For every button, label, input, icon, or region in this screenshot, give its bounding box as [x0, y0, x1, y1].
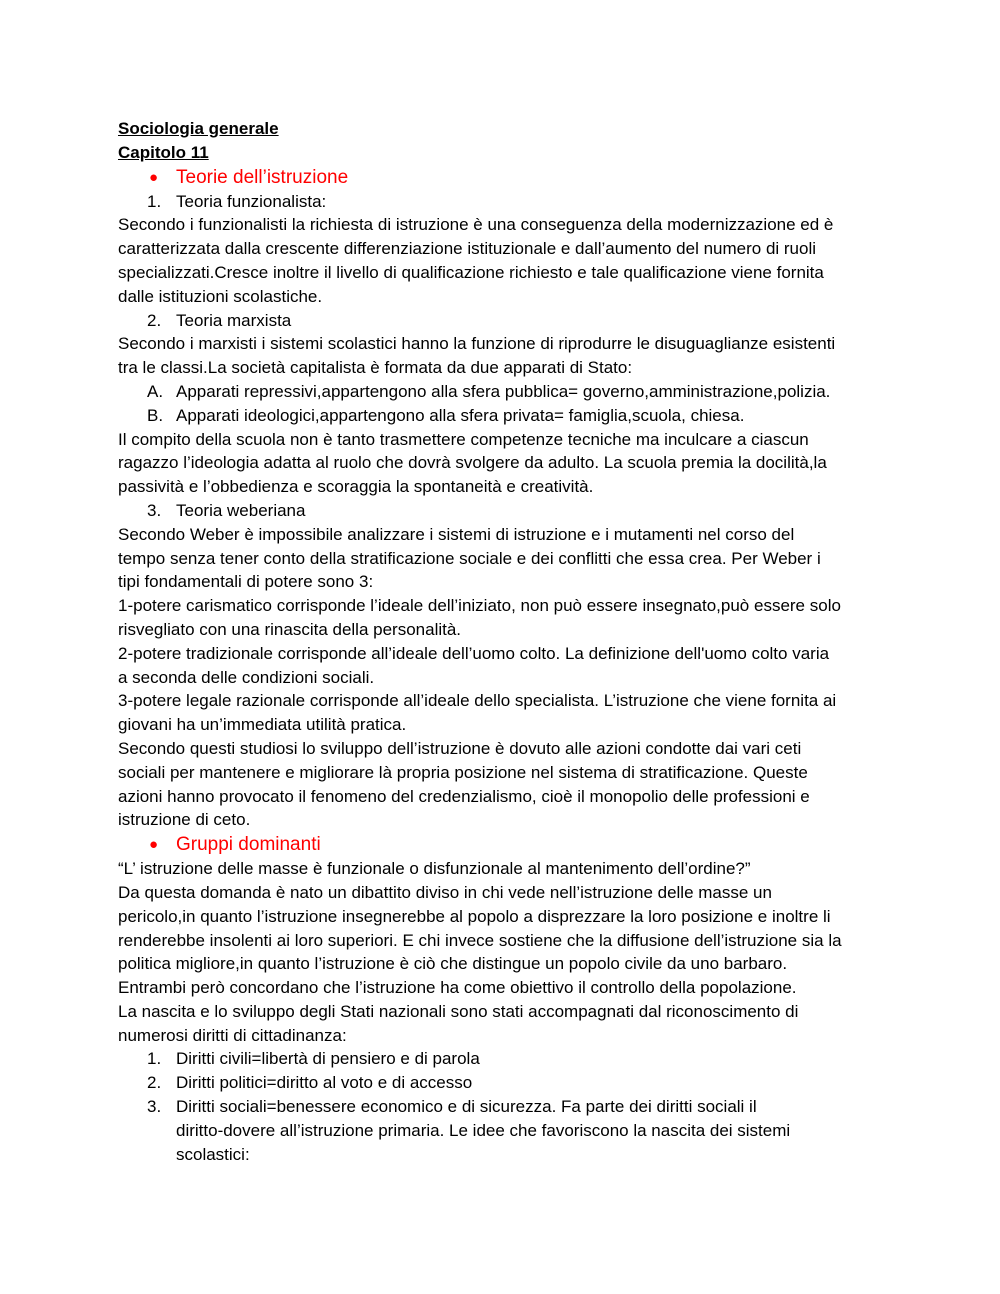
paragraph-line: tra le classi.La società capitalista è formata da due apparati di Stato: — [118, 358, 633, 378]
document-page — [118, 117, 886, 1166]
list-item-diritti-politici — [118, 1071, 886, 1095]
paragraph-line: Secondo questi studiosi lo sviluppo dell’istruzione è dovuto alle azioni condotte dai vari ceti — [118, 738, 802, 758]
paragraph-line: specializzati.Cresce inoltre il livello di qualificazione richiesto e tale qualificazione viene fornita — [118, 262, 824, 282]
paragraph-line: azioni hanno provocato il fenomeno del credenzialismo, cioè il monopolio delle professioni e — [118, 786, 810, 806]
paragraph-line: passività e l’obbedienza e scoraggia la spontaneità e creatività. — [118, 477, 594, 497]
list-marker: A. — [147, 381, 164, 401]
document-title: Sociologia generale — [118, 119, 279, 138]
list-item-text: Apparati ideologici,appartengono alla sfera privata= famiglia,scuola, chiesa. — [176, 405, 745, 425]
paragraph-line: 3-potere legale razionale corrisponde all’ideale dello specialista. L’istruzione che viene fornita ai — [118, 691, 837, 711]
paragraph-line: renderebbe insolenti ai loro superiori. E chi invece sostiene che la diffusione dell’istruzione sia la — [118, 930, 842, 950]
list-item-marxista — [118, 309, 886, 333]
paragraph-line: “L’ istruzione delle masse è funzionale o disfunzionale al mantenimento dell’ordine?” — [118, 859, 751, 879]
paragraph-line: La nascita e lo sviluppo degli Stati nazionali sono stati accompagnati dal riconoscimento di — [118, 1001, 799, 1021]
paragraph-line: 1-potere carismatico corrisponde l’ideale dell’iniziato, non può essere insegnato,può essere solo — [118, 596, 841, 616]
list-marker: 1. — [147, 1049, 162, 1069]
paragraph-line: Da questa domanda è nato un dibattito diviso in chi vede nell’istruzione delle masse un — [118, 882, 772, 902]
paragraph-line: ragazzo l’ideologia adatta al ruolo che dovrà svolgere da adulto. La scuola premia la docilità,la — [118, 453, 827, 473]
list-item-text: scolastici: — [176, 1144, 250, 1164]
paragraph-line: dalle istituzioni scolastiche. — [118, 286, 323, 306]
list-item-label: Teoria marxista — [176, 310, 292, 330]
paragraph-line: politica migliore,in quanto l’istruzione è ciò che distingue un popolo civile da uno barbaro. — [118, 954, 788, 974]
section-heading-gruppi — [118, 832, 886, 857]
list-marker: 3. — [147, 500, 162, 520]
list-item-diritti-sociali — [118, 1095, 886, 1119]
list-item-text: Diritti politici=diritto al voto e di accesso — [176, 1073, 473, 1093]
paragraph-line: giovani ha un’immediata utilità pratica. — [118, 715, 407, 735]
paragraph-line: a seconda delle condizioni sociali. — [118, 667, 375, 687]
paragraph-line: Il compito della scuola non è tanto trasmettere competenze tecniche ma inculcare a ciascun — [118, 429, 809, 449]
list-item-weberiana — [118, 499, 886, 523]
list-item-text: Diritti sociali=benessere economico e di sicurezza. Fa parte dei diritti sociali il — [176, 1097, 757, 1117]
chapter-heading: Capitolo 11 — [118, 142, 209, 162]
list-marker: B. — [147, 405, 164, 425]
paragraph-line: caratterizzata dalla crescente differenziazione istituzionale e dall’aumento del numero di ruoli — [118, 239, 817, 259]
list-item-apparati-ideologici — [118, 404, 886, 428]
list-item-continuation — [118, 1119, 886, 1143]
paragraph-line: tipi fondamentali di potere sono 3: — [118, 572, 374, 592]
paragraph-line: Secondo i marxisti i sistemi scolastici hanno la funzione di riprodurre le disuguaglianze esistenti — [118, 334, 836, 354]
list-item-diritti-civili — [118, 1047, 886, 1071]
paragraph-line: sociali per mantenere e migliorare là propria posizione nel sistema di stratificazione. Queste — [118, 762, 808, 782]
list-marker: 2. — [147, 1073, 162, 1093]
paragraph-line: 2-potere tradizionale corrisponde all’ideale dell’uomo colto. La definizione dell'uomo colto varia — [118, 643, 830, 663]
bullet-icon: ● — [149, 168, 159, 186]
paragraph-line: tempo senza tener conto della stratificazione sociale e dei conflitti che essa crea. Per Weber i — [118, 548, 821, 568]
list-item-label: Teoria weberiana — [176, 500, 306, 520]
list-item-text: Diritti civili=libertà di pensiero e di parola — [176, 1049, 480, 1069]
paragraph-line: risvegliato con una rinascita della personalità. — [118, 619, 462, 639]
list-item-apparati-repressivi — [118, 380, 886, 404]
list-marker: 1. — [147, 191, 162, 211]
section-heading-text: Teorie dell’istruzione — [176, 166, 349, 188]
list-item-text: Apparati repressivi,appartengono alla sfera pubblica= governo,amministrazione,polizia. — [176, 381, 831, 401]
paragraph-line: Entrambi però concordano che l’istruzione ha come obiettivo il controllo della popolazione. — [118, 978, 797, 998]
list-marker: 2. — [147, 310, 162, 330]
paragraph-line: istruzione di ceto. — [118, 810, 251, 830]
list-item-label: Teoria funzionalista: — [176, 191, 327, 211]
paragraph-line: numerosi diritti di cittadinanza: — [118, 1025, 347, 1045]
list-marker: 3. — [147, 1097, 162, 1117]
section-heading-text: Gruppi dominanti — [176, 834, 321, 856]
section-heading-teorie — [118, 165, 886, 190]
list-item-funzionalista — [118, 190, 886, 214]
paragraph-line: Secondo Weber è impossibile analizzare i sistemi di istruzione e i mutamenti nel corso del — [118, 524, 795, 544]
list-item-text: diritto-dovere all’istruzione primaria. Le idee che favoriscono la nascita dei sistemi — [176, 1120, 791, 1140]
paragraph-line: Secondo i funzionalisti la richiesta di istruzione è una conseguenza della modernizzazione ed è — [118, 215, 834, 235]
paragraph-line: pericolo,in quanto l’istruzione insegnerebbe al popolo a disprezzare la loro posizione e inoltre li — [118, 906, 831, 926]
list-item-continuation — [118, 1143, 886, 1167]
bullet-icon: ● — [149, 836, 159, 854]
